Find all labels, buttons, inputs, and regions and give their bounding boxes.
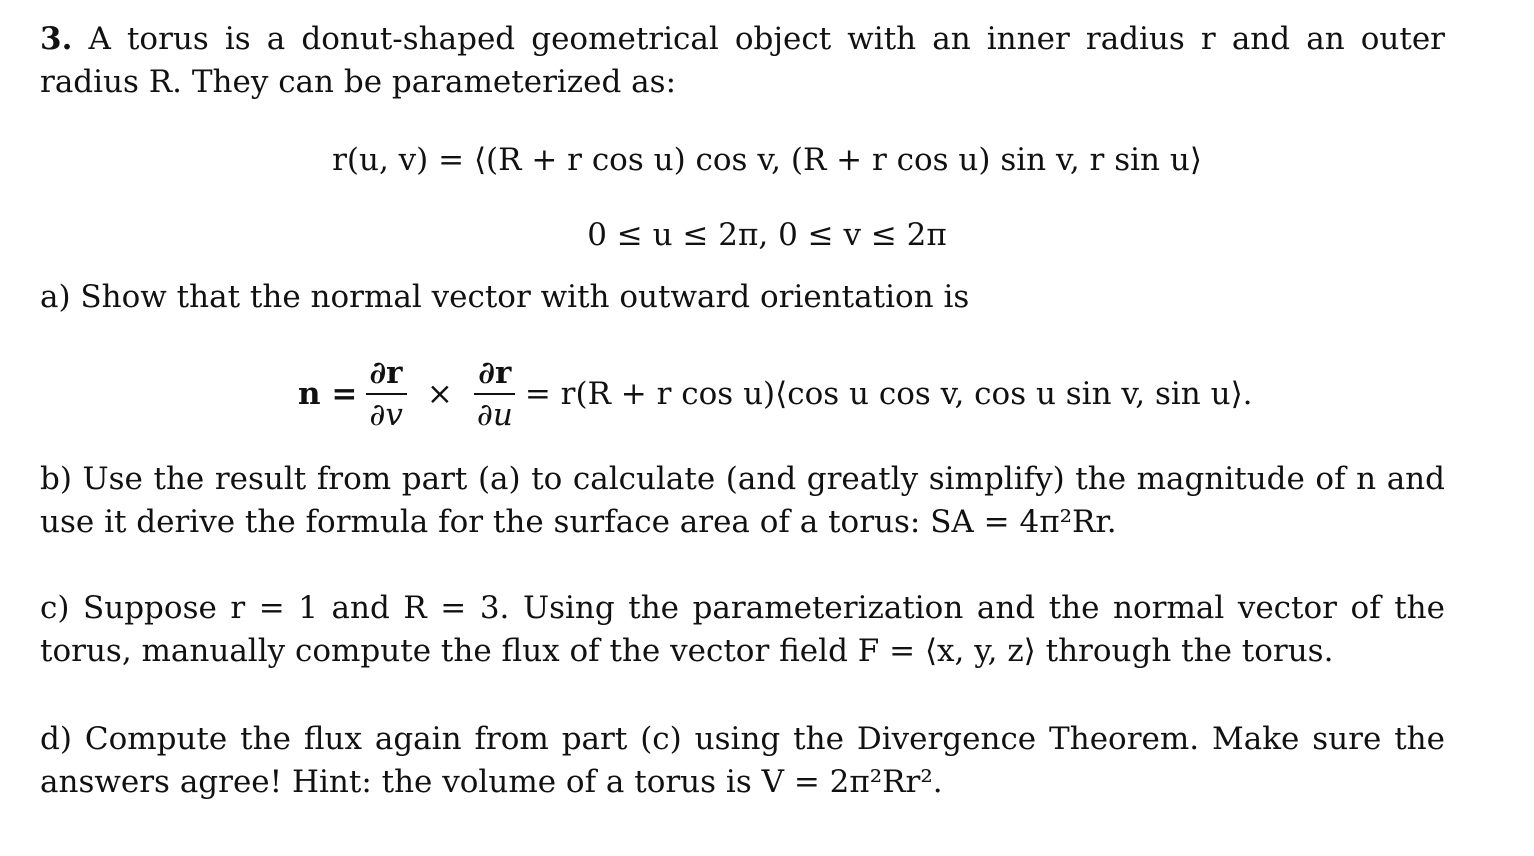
parameter-range: 0 ≤ u ≤ 2π, 0 ≤ v ≤ 2π xyxy=(587,217,947,253)
problem-intro xyxy=(40,18,1445,104)
problem-intro-text: A torus is a donut-shaped geometrical object with an inner radius r and an outer radius R. They can be parameterized as: xyxy=(40,21,1446,100)
partial-r-over-partial-v xyxy=(365,355,407,433)
part-a-text: a) Show that the normal vector with outward orientation is xyxy=(40,279,970,315)
problem-number: 3. xyxy=(40,21,73,57)
normal-rhs: = r(R + r cos u)⟨cos u cos v, cos u sin v, sin u⟩. xyxy=(524,376,1253,412)
partial-r-over-partial-u xyxy=(473,355,517,433)
frac1-denominator: ∂v xyxy=(369,397,403,433)
frac2-denominator: ∂u xyxy=(476,397,513,433)
part-c-text: c) Suppose r = 1 and R = 3. Using the parameterization and the normal vector of the torus, manually compute the flux of the vector field F = ⟨x, y, z⟩ through the torus. xyxy=(40,590,1445,669)
normal-vector-equation xyxy=(298,352,1253,436)
frac2-numerator: ∂r xyxy=(474,355,515,395)
part-d-text: d) Compute the flux again from part (c) using the Divergence Theorem. Make sure the answers agree! Hint: the volume of a torus is V = 2π²Rr². xyxy=(40,721,1445,800)
part-b-text: b) Use the result from part (a) to calculate (and greatly simplify) the magnitude of n and use it derive the formula for the surface area of a torus: SA = 4π²Rr. xyxy=(40,461,1445,540)
frac1-numerator: ∂r xyxy=(366,355,407,395)
cross-product-symbol: × xyxy=(426,376,453,412)
parameterization-equation: r(u, v) = ⟨(R + r cos u) cos v, (R + r cos u) sin v, r sin u⟩ xyxy=(332,142,1202,178)
normal-lhs: n = xyxy=(298,376,358,412)
